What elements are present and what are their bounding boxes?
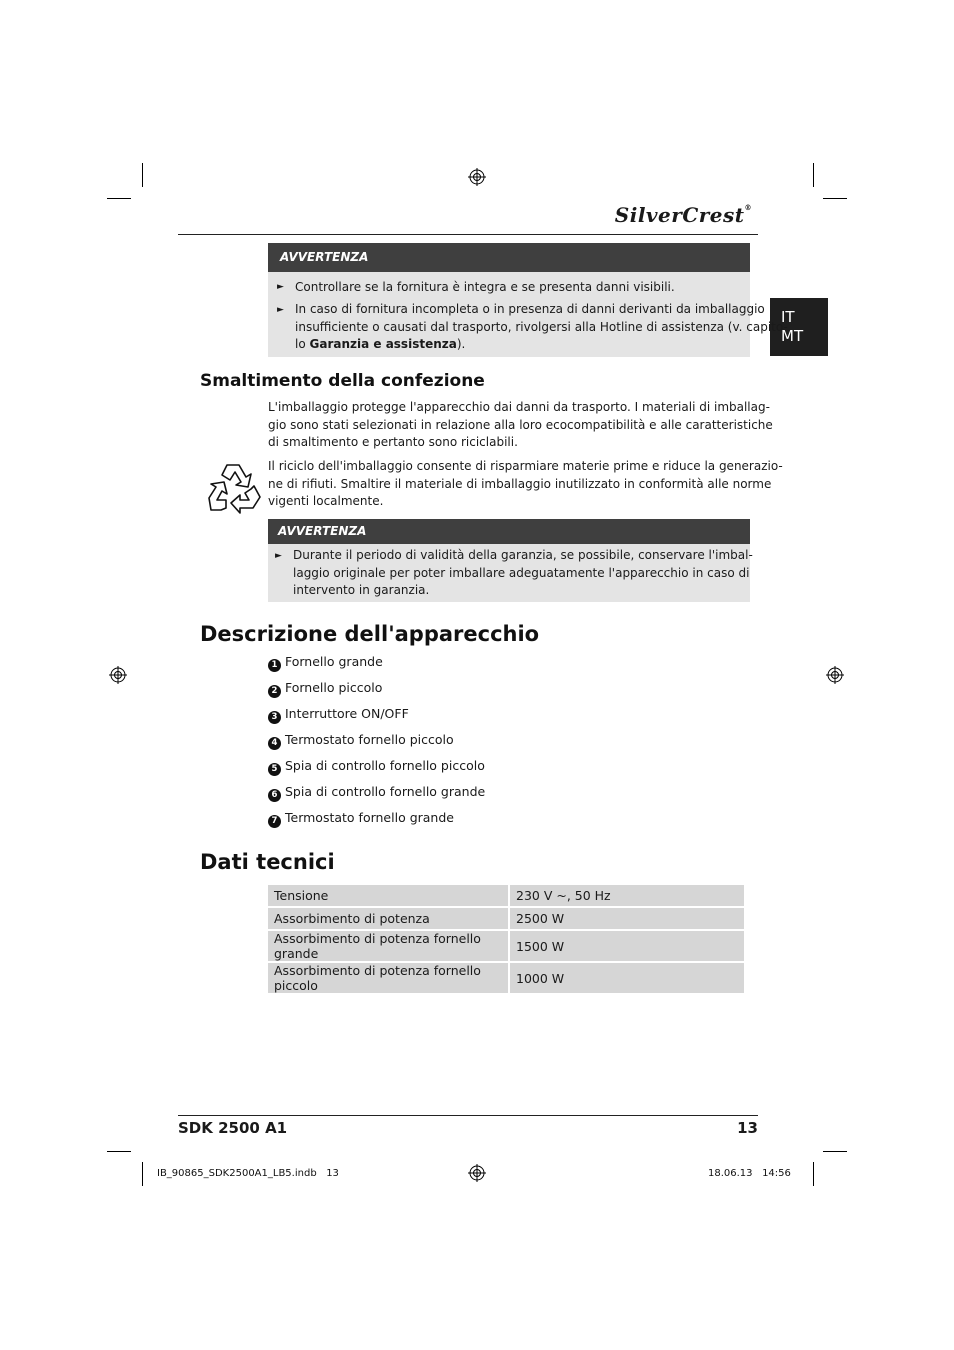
brand-logo: SilverCrest® [614, 203, 752, 227]
bullet-arrow-icon: ► [277, 305, 284, 315]
crop-mark [823, 198, 847, 199]
crop-mark [107, 198, 131, 199]
part-number-badge: 6 [268, 789, 281, 802]
registration-mark-icon [109, 666, 127, 684]
table-cell-value: 2500 W [510, 908, 744, 929]
part-list-item: 3 Interruttore ON/OFF [268, 706, 409, 722]
tech-data-table [266, 883, 746, 995]
recycling-paragraph: Il riciclo dell'imballaggio consente di risparmiare materie prime e riduce la generazio- ne di rifiuti. Smaltire il materiale di imballaggio inutilizzato in conformità alle norme vigenti localmente. [268, 459, 783, 508]
crop-mark [142, 163, 143, 187]
language-code-it: IT [781, 308, 795, 326]
warning-header: AVVERTENZA [268, 519, 750, 544]
chapter-reference: Garanzia e assistenza [309, 337, 457, 351]
part-number-badge: 1 [268, 659, 281, 672]
table-row [268, 885, 744, 906]
warning-item [295, 301, 788, 354]
table-row [268, 931, 744, 961]
crop-mark [823, 1151, 847, 1152]
part-number-badge: 3 [268, 711, 281, 724]
part-list-item: 5 Spia di controllo fornello piccolo [268, 758, 485, 774]
page-number: 13 [737, 1119, 758, 1137]
registration-mark-icon [826, 666, 844, 684]
table-cell-label: Assorbimento di potenza fornello piccolo [268, 963, 508, 993]
warning-item-line: In caso di fornitura incompleta o in presenza di danni derivanti da imballaggio [295, 302, 765, 316]
registration-mark-icon [468, 1164, 486, 1182]
table-row [268, 908, 744, 929]
part-list-item: 2 Fornello piccolo [268, 680, 382, 696]
warning-body [268, 544, 753, 602]
bullet-arrow-icon: ► [277, 282, 284, 292]
section-heading-disposal: Smaltimento della confezione [200, 371, 485, 391]
footer-rule [178, 1115, 758, 1116]
warning-item-line: insufficiente o causati dal trasporto, rivolgersi alla Hotline di assistenza (v. capito- [295, 319, 788, 334]
table-cell-label: Assorbimento di potenza [268, 908, 508, 929]
warning-header: AVVERTENZA [268, 243, 750, 272]
recycle-icon [205, 460, 263, 516]
warning-item: Controllare se la fornitura è integra e se presenta danni visibili. [295, 280, 675, 294]
crop-mark [813, 1162, 814, 1186]
part-number-badge: 4 [268, 737, 281, 750]
disposal-paragraph: L'imballaggio protegge l'apparecchio dai danni da trasporto. I materiali di imballag- gio sono stati selezionati in relazione alla loro ecocompatibilità e alle caratteristiche di smaltimento e pertanto sono riciclabili. [268, 400, 773, 449]
header-rule [178, 234, 758, 235]
print-slug-date: 18.06.13 14:56 [708, 1168, 791, 1179]
table-cell-value: 1000 W [510, 963, 744, 993]
warning-item: Durante il periodo di validità della garanzia, se possibile, conservare l'imbal- laggio originale per poter imballare adeguatamente l'apparecchio in caso di intervento in garanzia. [293, 548, 753, 597]
table-cell-value: 230 V ~, 50 Hz [510, 885, 744, 906]
part-number-badge: 2 [268, 685, 281, 698]
crop-mark [107, 1151, 131, 1152]
section-heading-tech: Dati tecnici [200, 850, 335, 874]
table-cell-value: 1500 W [510, 931, 744, 961]
crop-mark [142, 1162, 143, 1186]
language-code-mt: MT [781, 327, 804, 345]
part-list-item: 1 Fornello grande [268, 654, 383, 670]
bullet-arrow-icon: ► [275, 551, 282, 561]
table-row [268, 963, 744, 993]
part-number-badge: 7 [268, 815, 281, 828]
part-list-item: 7 Termostato fornello grande [268, 810, 454, 826]
part-list-item: 6 Spia di controllo fornello grande [268, 784, 485, 800]
model-number: SDK 2500 A1 [178, 1119, 288, 1137]
crop-mark [813, 163, 814, 187]
warning-item-line: lo Garanzia e assistenza). [295, 337, 466, 351]
table-cell-label: Tensione [268, 885, 508, 906]
table-cell-label: Assorbimento di potenza fornello grande [268, 931, 508, 961]
registration-mark-icon [468, 168, 486, 186]
part-list-item: 4 Termostato fornello piccolo [268, 732, 454, 748]
warning-body [268, 272, 788, 357]
section-heading-description: Descrizione dell'apparecchio [200, 622, 540, 646]
part-number-badge: 5 [268, 763, 281, 776]
print-slug-file: IB_90865_SDK2500A1_LB5.indb 13 [157, 1168, 339, 1179]
